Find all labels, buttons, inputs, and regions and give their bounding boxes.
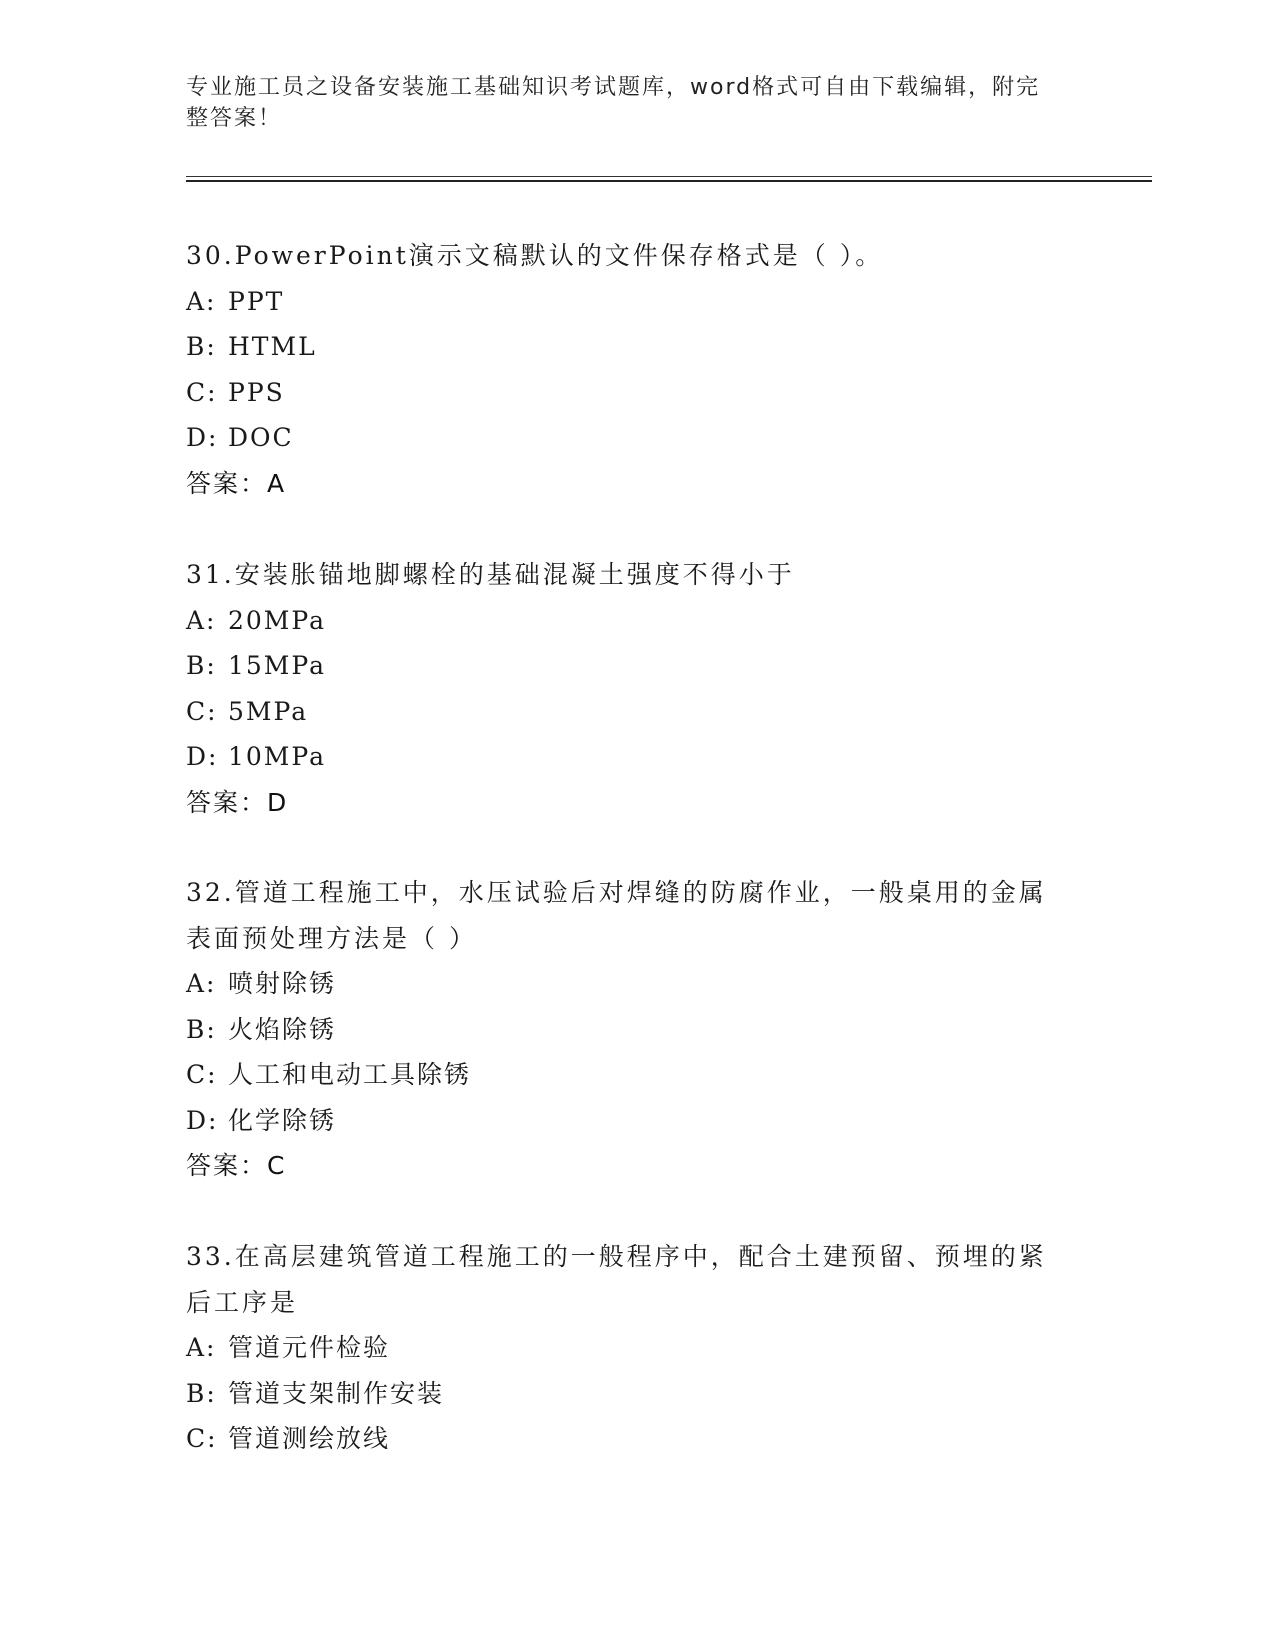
document-header — [186, 72, 1066, 134]
option-a — [186, 961, 1086, 1007]
option-text: HTML — [228, 332, 317, 361]
option-label: B: — [186, 1014, 217, 1044]
option-label: C: — [186, 1060, 218, 1089]
option-text: 管道支架制作安装 — [228, 1378, 445, 1408]
option-text: 10MPa — [228, 742, 327, 771]
option-a — [186, 598, 1086, 644]
answer-line: 答案：D — [186, 787, 289, 817]
option-text: 化学除锈 — [228, 1105, 337, 1135]
option-label: A: — [186, 1333, 217, 1362]
question-stem: 30.PowerPoint演示文稿默认的文件保存格式是（ ）。 — [186, 241, 884, 270]
option-label: D: — [186, 423, 219, 452]
option-d — [186, 1098, 1086, 1144]
option-label: B: — [186, 332, 217, 361]
option-b — [186, 1007, 1086, 1053]
question-30 — [186, 233, 1086, 506]
option-text: 管道元件检验 — [228, 1333, 391, 1362]
question-stem-continued: 表面预处理方法是（ ） — [186, 923, 477, 953]
answer-line: 答案：A — [186, 468, 287, 498]
question-stem: 33.在高层建筑管道工程施工的一般程序中，配合土建预留、预埋的紧 — [186, 1242, 1047, 1271]
question-33 — [186, 1234, 1086, 1462]
header-title-line-2: 整答案！ — [186, 106, 283, 131]
option-text: 管道测绘放线 — [228, 1424, 391, 1453]
option-text: 5MPa — [228, 696, 309, 726]
option-text: 人工和电动工具除锈 — [228, 1060, 472, 1089]
option-c — [186, 370, 1086, 416]
question-stem-continued: 后工序是 — [186, 1287, 299, 1317]
question-31 — [186, 552, 1086, 825]
option-a — [186, 1325, 1086, 1371]
answer-line: 答案：C — [186, 1151, 287, 1180]
option-label: B: — [186, 651, 217, 680]
option-text: PPT — [228, 286, 285, 316]
option-d — [186, 415, 1086, 461]
option-label: B: — [186, 1378, 217, 1408]
option-d — [186, 734, 1086, 780]
option-b — [186, 1371, 1086, 1417]
option-b — [186, 643, 1086, 689]
option-text: 20MPa — [228, 605, 327, 635]
option-label: D: — [186, 742, 219, 771]
question-32 — [186, 870, 1086, 1188]
option-text: 喷射除锈 — [228, 969, 337, 998]
option-label: C: — [186, 696, 218, 726]
option-c — [186, 1416, 1086, 1462]
option-label: A: — [186, 605, 217, 635]
option-text: 15MPa — [228, 651, 327, 680]
question-stem: 32.管道工程施工中，水压试验后对焊缝的防腐作业，一般桌用的金属 — [186, 878, 1047, 907]
option-text: DOC — [228, 423, 294, 452]
option-text: 火焰除锈 — [228, 1014, 337, 1044]
option-label: A: — [186, 969, 217, 998]
option-text: PPS — [228, 377, 285, 407]
option-c — [186, 1052, 1086, 1098]
question-stem: 31.安装胀锚地脚螺栓的基础混凝土强度不得小于 — [186, 560, 795, 589]
option-label: D: — [186, 1105, 219, 1135]
option-label: C: — [186, 1424, 218, 1453]
option-label: A: — [186, 286, 217, 316]
header-divider-thick — [186, 180, 1152, 182]
header-divider-thin — [186, 176, 1152, 177]
option-a — [186, 279, 1086, 325]
option-c — [186, 689, 1086, 735]
option-label: C: — [186, 377, 218, 407]
option-b — [186, 324, 1086, 370]
header-title-line-1: 专业施工员之设备安装施工基础知识考试题库，word格式可自由下载编辑，附完 — [186, 75, 1041, 100]
